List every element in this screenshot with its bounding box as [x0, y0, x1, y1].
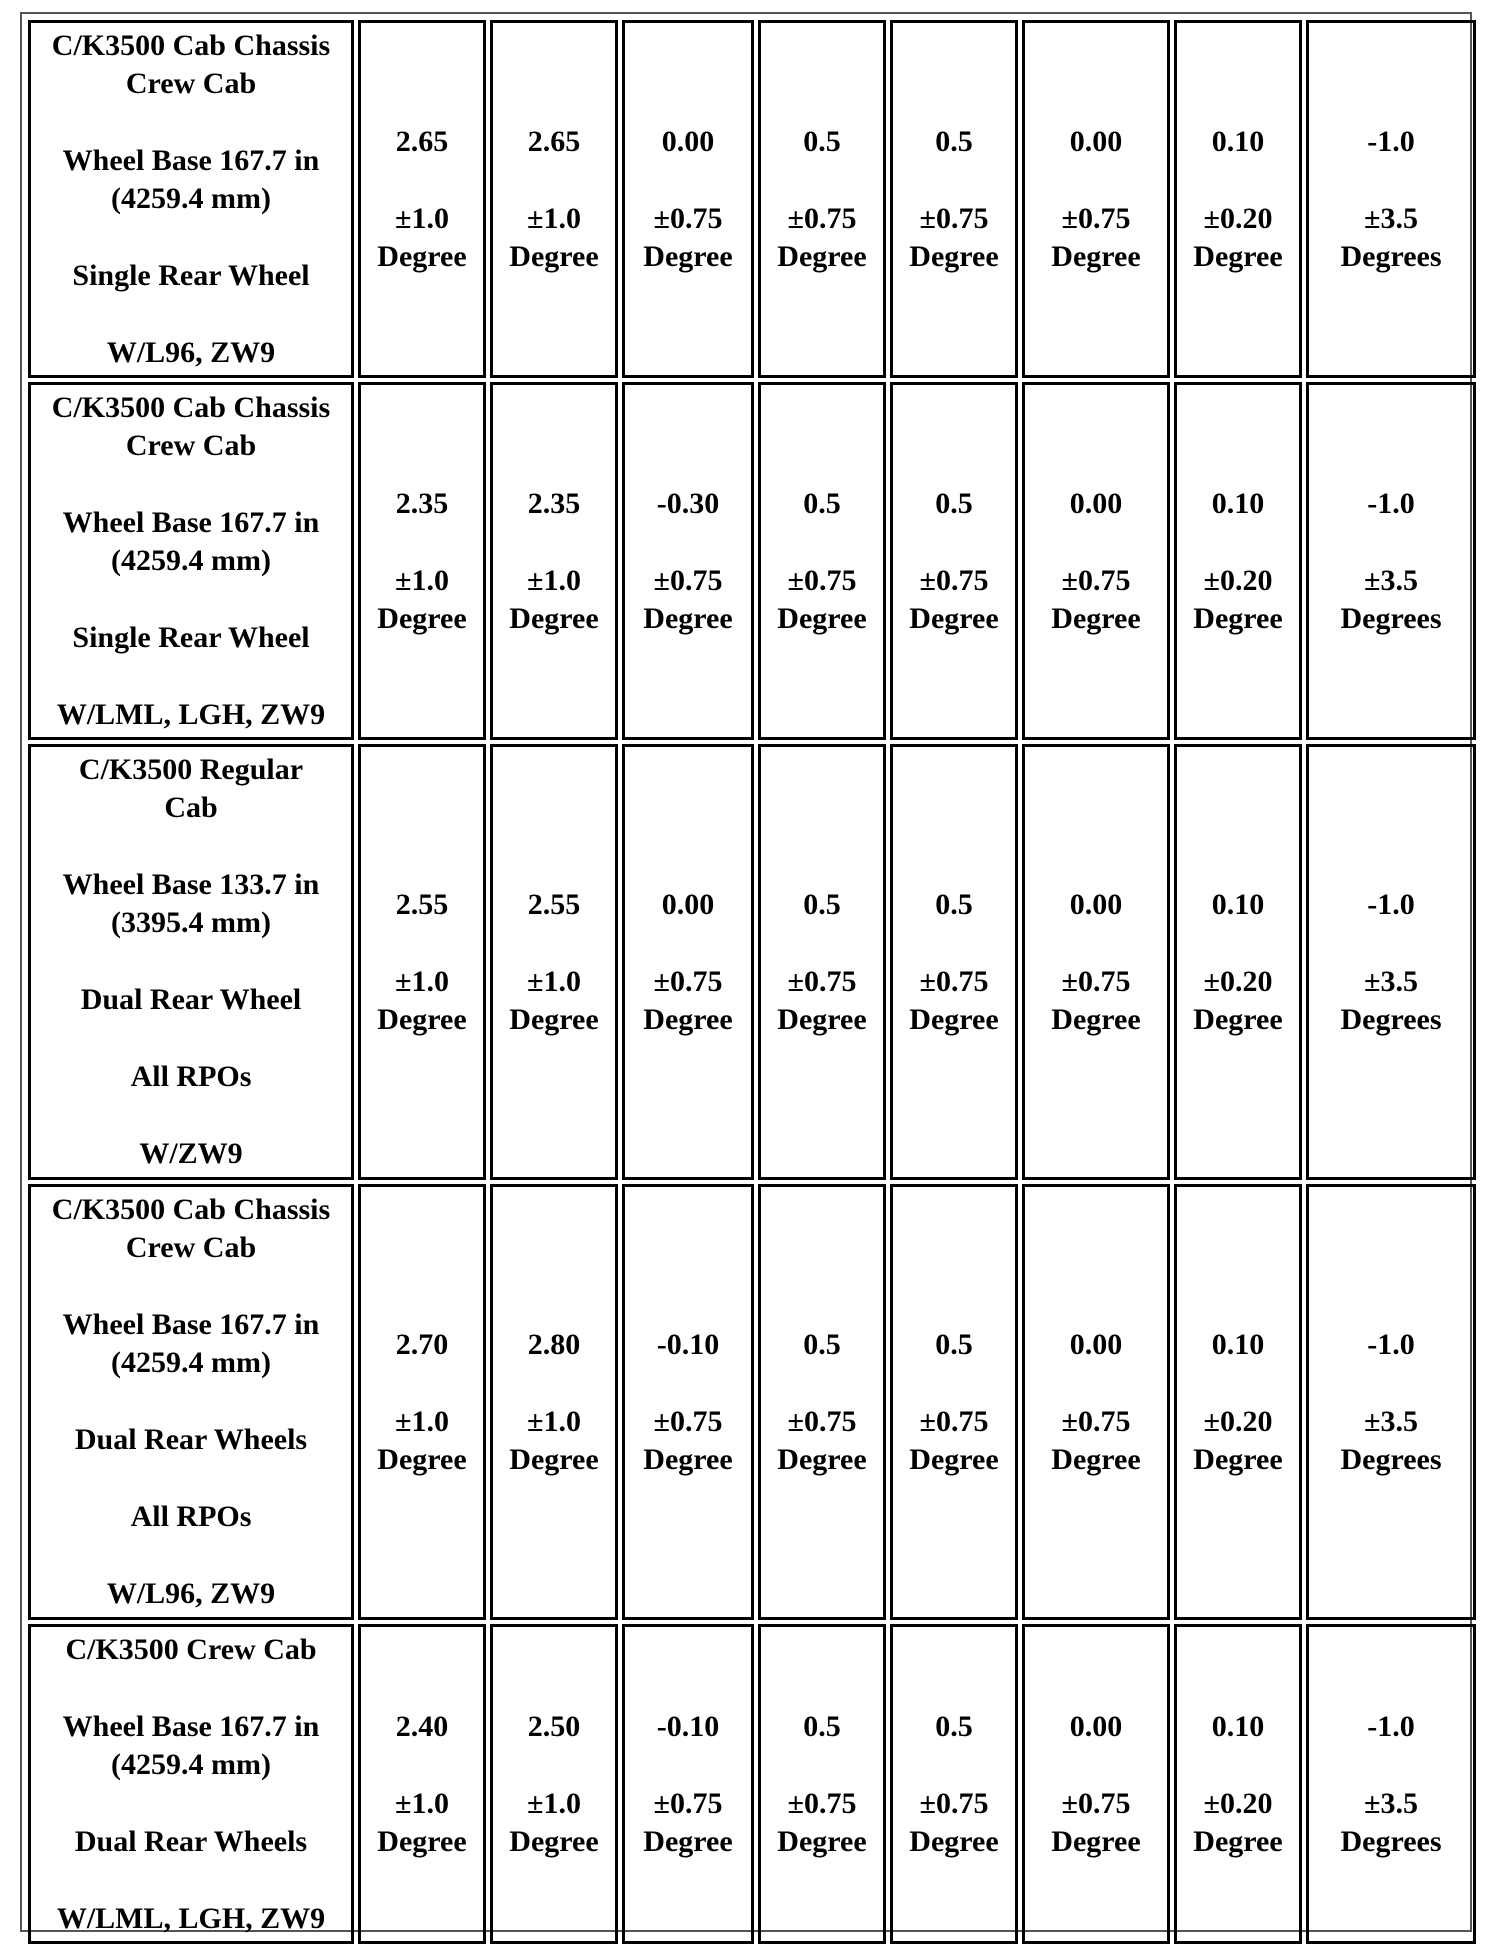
spec-cell	[758, 1184, 886, 1620]
spec-tolerance: ±1.0	[527, 201, 581, 235]
spec-cell	[890, 1624, 1018, 1944]
spec-tolerance: ±0.75	[787, 1786, 857, 1820]
spec-value: -1.0	[1367, 887, 1415, 921]
spec-unit: Degree	[1051, 1002, 1141, 1036]
wheelbase-metric-line: (4259.4 mm)	[111, 543, 271, 577]
spec-cell	[1174, 20, 1302, 378]
rear-wheel-line: Dual Rear Wheel	[80, 983, 302, 1016]
vehicle-description-cell	[28, 20, 354, 378]
spec-value: 0.10	[1211, 1327, 1265, 1361]
spec-tolerance: ±1.0	[527, 1786, 581, 1820]
wheelbase-line: Wheel Base 167.7 in	[62, 1308, 320, 1341]
spec-unit: Degree	[509, 1442, 599, 1476]
rear-wheel-line: Single Rear Wheel	[72, 258, 310, 292]
table-row	[28, 1184, 1476, 1620]
wheelbase-metric-line: (4259.4 mm)	[111, 1346, 271, 1379]
spec-tolerance: ±0.75	[1061, 201, 1131, 235]
cab-line: Crew Cab	[125, 1231, 257, 1264]
rpo-all-line: All RPOs	[130, 1060, 252, 1093]
spec-unit: Degree	[377, 239, 467, 273]
spec-tolerance: ±3.5	[1364, 964, 1418, 998]
spec-table-frame	[20, 12, 1472, 1935]
spec-tolerance: ±0.75	[919, 201, 989, 235]
spec-tolerance: ±1.0	[395, 1786, 449, 1820]
spec-unit: Degree	[909, 1824, 999, 1858]
spec-cell	[1306, 1624, 1476, 1944]
spec-cell	[758, 382, 886, 740]
spec-value: 0.5	[935, 486, 973, 520]
spec-tolerance: ±0.75	[1061, 964, 1131, 998]
spec-cell	[890, 382, 1018, 740]
spec-unit: Degree	[509, 239, 599, 273]
cab-line: Crew Cab	[125, 428, 257, 462]
spec-tolerance: ±0.75	[787, 563, 857, 597]
spec-unit: Degree	[1051, 601, 1141, 635]
rpo-all-line: All RPOs	[130, 1500, 252, 1533]
spec-value: 2.35	[527, 486, 581, 520]
spec-value: 0.00	[1069, 486, 1123, 520]
spec-tolerance: ±0.75	[653, 201, 723, 235]
spec-cell	[490, 1624, 618, 1944]
spec-tolerance: ±0.75	[653, 563, 723, 597]
spec-value: 2.40	[395, 1709, 449, 1743]
spec-cell	[1022, 382, 1170, 740]
spec-unit: Degree	[777, 239, 867, 273]
spec-cell	[758, 744, 886, 1180]
spec-tolerance: ±0.20	[1203, 964, 1273, 998]
spec-unit: Degree	[777, 601, 867, 635]
spec-value: 0.5	[935, 1327, 973, 1361]
spec-tolerance: ±3.5	[1364, 1404, 1418, 1438]
spec-unit: Degrees	[1340, 1824, 1442, 1858]
table-row	[28, 744, 1476, 1180]
model-line: C/K3500 Cab Chassis	[51, 1193, 331, 1226]
spec-unit: Degree	[909, 239, 999, 273]
spec-unit: Degrees	[1340, 1002, 1442, 1036]
spec-cell	[1022, 1184, 1170, 1620]
spec-cell	[1022, 20, 1170, 378]
rear-wheel-line: Dual Rear Wheels	[74, 1824, 308, 1858]
spec-value: 0.00	[1069, 1327, 1123, 1361]
spec-unit: Degrees	[1340, 1442, 1442, 1476]
spec-tolerance: ±1.0	[395, 563, 449, 597]
wheelbase-line: Wheel Base 167.7 in	[62, 143, 320, 177]
spec-cell	[358, 744, 486, 1180]
spec-tolerance: ±0.75	[919, 1404, 989, 1438]
model-line: C/K3500 Crew Cab	[65, 1632, 317, 1666]
spec-value: 0.00	[1069, 124, 1123, 158]
spec-unit: Degrees	[1340, 239, 1442, 273]
spec-tolerance: ±1.0	[395, 964, 449, 998]
spec-unit: Degree	[643, 1442, 733, 1476]
spec-cell	[490, 382, 618, 740]
spec-value: 0.5	[803, 486, 841, 520]
rear-wheel-line: Dual Rear Wheels	[74, 1423, 308, 1456]
vehicle-description-cell	[28, 382, 354, 740]
spec-unit: Degree	[777, 1824, 867, 1858]
spec-value: -1.0	[1367, 486, 1415, 520]
spec-unit: Degree	[643, 1824, 733, 1858]
spec-value: -1.0	[1367, 124, 1415, 158]
table-row	[28, 20, 1476, 378]
spec-value: 0.00	[1069, 887, 1123, 921]
wheelbase-metric-line: (4259.4 mm)	[111, 1747, 271, 1781]
spec-value: 2.70	[395, 1327, 449, 1361]
spec-value: -0.10	[656, 1327, 720, 1361]
spec-cell	[890, 744, 1018, 1180]
spec-cell	[1306, 744, 1476, 1180]
spec-unit: Degrees	[1340, 601, 1442, 635]
cab-line: Cab	[164, 791, 218, 824]
spec-unit: Degree	[1051, 1824, 1141, 1858]
spec-tolerance: ±1.0	[527, 1404, 581, 1438]
spec-unit: Degree	[1193, 1824, 1283, 1858]
spec-tolerance: ±0.20	[1203, 1786, 1273, 1820]
spec-unit: Degree	[377, 1824, 467, 1858]
alignment-spec-table	[24, 16, 1480, 1948]
spec-value: 2.55	[527, 887, 581, 921]
spec-unit: Degree	[909, 1002, 999, 1036]
spec-value: -1.0	[1367, 1327, 1415, 1361]
spec-tolerance: ±0.75	[1061, 563, 1131, 597]
spec-tolerance: ±1.0	[395, 1404, 449, 1438]
spec-value: 0.5	[935, 124, 973, 158]
vehicle-description-cell	[28, 1624, 354, 1944]
spec-tolerance: ±0.75	[653, 964, 723, 998]
spec-unit: Degree	[1193, 601, 1283, 635]
spec-value: 0.5	[803, 887, 841, 921]
spec-value: 0.5	[935, 887, 973, 921]
spec-cell	[358, 1624, 486, 1944]
spec-cell	[890, 20, 1018, 378]
spec-cell	[1306, 382, 1476, 740]
model-line: C/K3500 Regular	[78, 753, 304, 786]
spec-value: 0.10	[1211, 887, 1265, 921]
spec-cell	[758, 1624, 886, 1944]
spec-unit: Degree	[1193, 239, 1283, 273]
spec-tolerance: ±0.75	[919, 964, 989, 998]
spec-cell	[622, 382, 754, 740]
rpo-line: W/LML, LGH, ZW9	[56, 697, 326, 731]
spec-tolerance: ±0.20	[1203, 563, 1273, 597]
spec-unit: Degree	[1193, 1442, 1283, 1476]
spec-unit: Degree	[643, 601, 733, 635]
rear-wheel-line: Single Rear Wheel	[72, 620, 310, 654]
spec-unit: Degree	[643, 1002, 733, 1036]
spec-unit: Degree	[509, 1002, 599, 1036]
spec-value: 2.50	[527, 1709, 581, 1743]
spec-unit: Degree	[777, 1442, 867, 1476]
spec-tolerance: ±1.0	[527, 964, 581, 998]
spec-unit: Degree	[509, 1824, 599, 1858]
spec-tolerance: ±0.75	[919, 563, 989, 597]
table-row	[28, 382, 1476, 740]
spec-tolerance: ±3.5	[1364, 201, 1418, 235]
spec-cell	[358, 382, 486, 740]
spec-tolerance: ±0.75	[787, 201, 857, 235]
spec-cell	[890, 1184, 1018, 1620]
spec-unit: Degree	[1051, 239, 1141, 273]
spec-tolerance: ±1.0	[527, 563, 581, 597]
spec-unit: Degree	[909, 601, 999, 635]
vehicle-description-cell	[28, 744, 354, 1180]
spec-tolerance: ±0.75	[653, 1404, 723, 1438]
spec-tolerance: ±0.75	[787, 964, 857, 998]
spec-cell	[1022, 744, 1170, 1180]
wheelbase-line: Wheel Base 167.7 in	[62, 505, 320, 539]
spec-value: 2.65	[395, 124, 449, 158]
wheelbase-line: Wheel Base 167.7 in	[62, 1709, 320, 1743]
spec-unit: Degree	[909, 1442, 999, 1476]
spec-value: 0.00	[661, 124, 715, 158]
spec-cell	[1174, 744, 1302, 1180]
spec-cell	[622, 1624, 754, 1944]
spec-value: 0.5	[935, 1709, 973, 1743]
rpo-line: W/L96, ZW9	[106, 335, 276, 369]
spec-cell	[622, 1184, 754, 1620]
spec-cell	[1022, 1624, 1170, 1944]
spec-cell	[1306, 1184, 1476, 1620]
spec-value: 0.00	[1069, 1709, 1123, 1743]
spec-value: 0.5	[803, 124, 841, 158]
spec-value: 0.10	[1211, 124, 1265, 158]
spec-tolerance: ±3.5	[1364, 1786, 1418, 1820]
spec-tolerance: ±0.75	[1061, 1404, 1131, 1438]
spec-tolerance: ±0.20	[1203, 201, 1273, 235]
spec-tolerance: ±0.75	[1061, 1786, 1131, 1820]
spec-unit: Degree	[377, 1442, 467, 1476]
spec-tolerance: ±3.5	[1364, 563, 1418, 597]
spec-cell	[622, 20, 754, 378]
spec-cell	[622, 744, 754, 1180]
spec-unit: Degree	[643, 239, 733, 273]
spec-value: 0.10	[1211, 486, 1265, 520]
spec-cell	[490, 20, 618, 378]
spec-cell	[358, 1184, 486, 1620]
spec-cell	[1174, 1624, 1302, 1944]
spec-tolerance: ±0.75	[653, 1786, 723, 1820]
spec-value: -0.30	[656, 486, 720, 520]
spec-cell	[358, 20, 486, 378]
spec-cell	[490, 1184, 618, 1620]
spec-tolerance: ±0.75	[919, 1786, 989, 1820]
rpo-line: W/ZW9	[139, 1137, 243, 1170]
spec-cell	[1306, 20, 1476, 378]
spec-value: -1.0	[1367, 1709, 1415, 1743]
spec-value: 0.00	[661, 887, 715, 921]
model-line: C/K3500 Cab Chassis	[51, 28, 331, 62]
table-row	[28, 1624, 1476, 1944]
spec-cell	[490, 744, 618, 1180]
spec-unit: Degree	[1051, 1442, 1141, 1476]
wheelbase-metric-line: (3395.4 mm)	[111, 906, 271, 939]
spec-value: -0.10	[656, 1709, 720, 1743]
spec-tolerance: ±0.75	[787, 1404, 857, 1438]
spec-cell	[758, 20, 886, 378]
spec-cell	[1174, 1184, 1302, 1620]
spec-unit: Degree	[377, 601, 467, 635]
spec-value: 2.35	[395, 486, 449, 520]
wheelbase-line: Wheel Base 133.7 in	[62, 868, 320, 901]
rpo-line: W/LML, LGH, ZW9	[56, 1901, 326, 1935]
cab-line: Crew Cab	[125, 66, 257, 100]
spec-unit: Degree	[377, 1002, 467, 1036]
wheelbase-metric-line: (4259.4 mm)	[111, 181, 271, 215]
spec-tolerance: ±1.0	[395, 201, 449, 235]
model-line: C/K3500 Cab Chassis	[51, 390, 331, 424]
rpo-line: W/L96, ZW9	[106, 1577, 276, 1610]
vehicle-description-cell	[28, 1184, 354, 1620]
spec-value: 2.65	[527, 124, 581, 158]
spec-value: 0.5	[803, 1709, 841, 1743]
spec-value: 0.10	[1211, 1709, 1265, 1743]
spec-tolerance: ±0.20	[1203, 1404, 1273, 1438]
spec-unit: Degree	[777, 1002, 867, 1036]
spec-cell	[1174, 382, 1302, 740]
spec-value: 2.55	[395, 887, 449, 921]
spec-unit: Degree	[1193, 1002, 1283, 1036]
spec-value: 0.5	[803, 1327, 841, 1361]
spec-unit: Degree	[509, 601, 599, 635]
spec-value: 2.80	[527, 1327, 581, 1361]
